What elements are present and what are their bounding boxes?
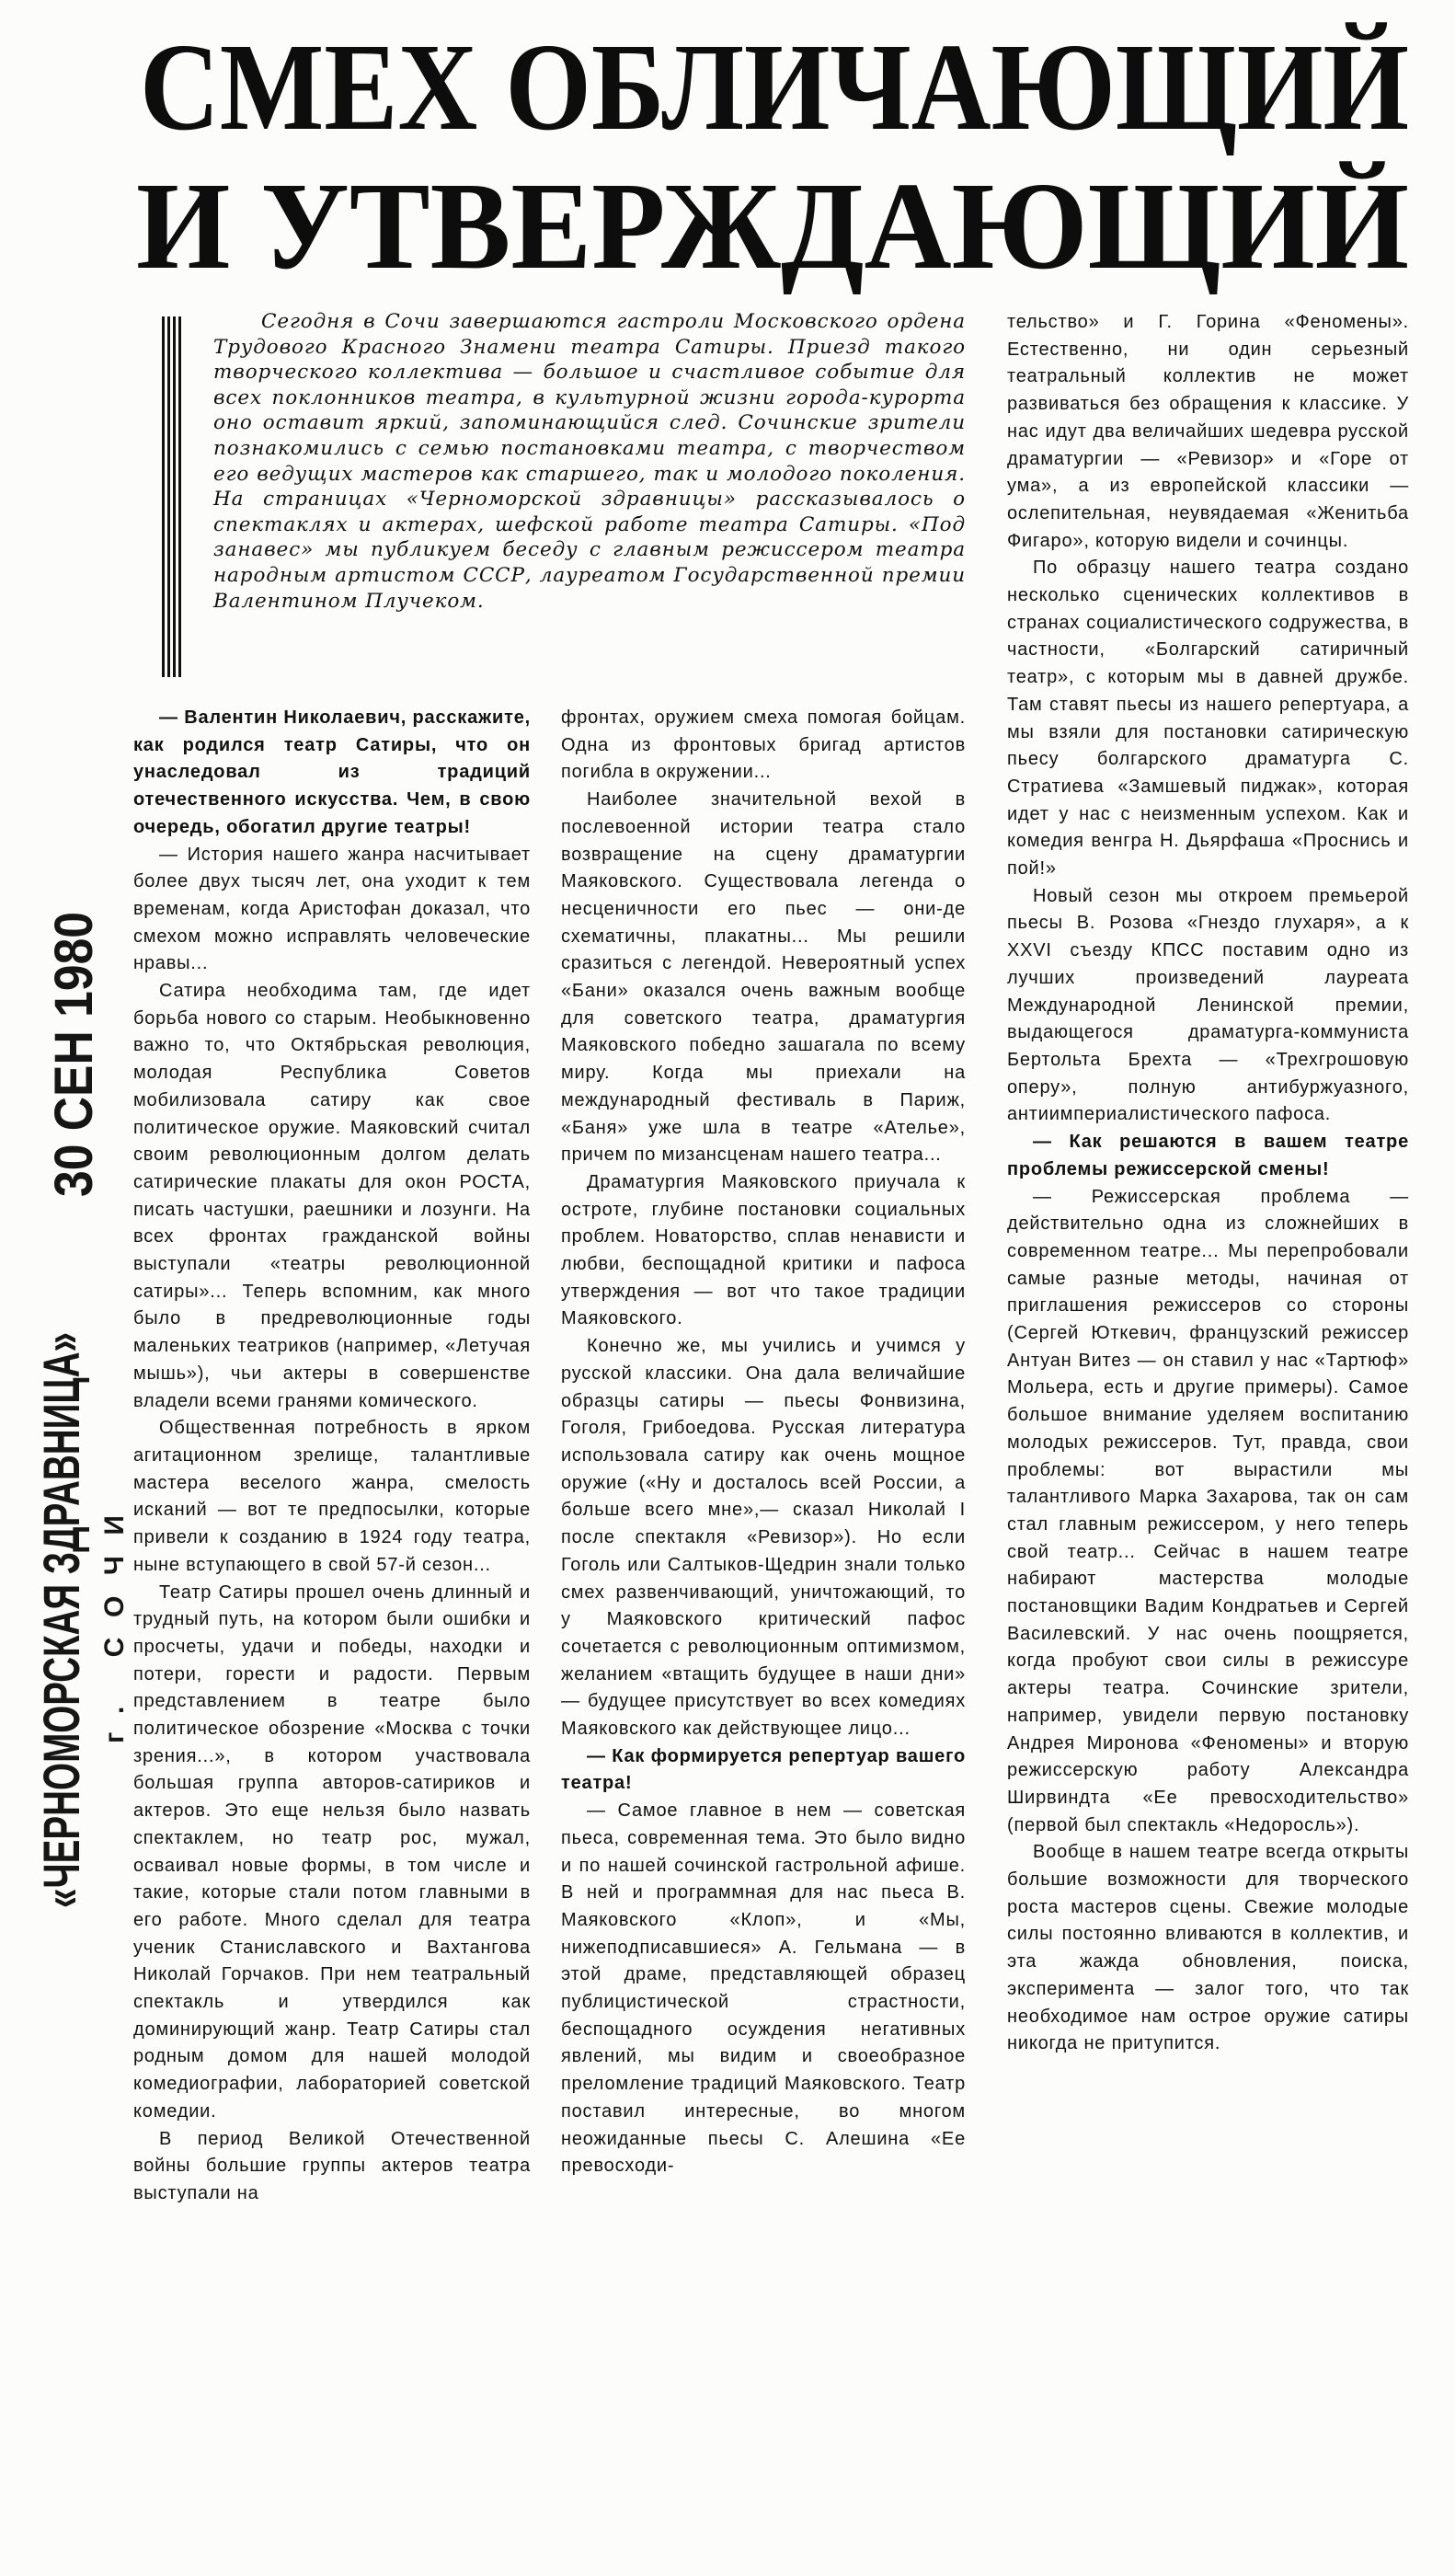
paragraph: Общественная потребность в ярком агитационном зрелище, талантливые мастера веселого жанра, смелость исканий — вот те предпосылки, которые привели к созданию в 1924 году театра, ныне вступающего в свой 57-й сезон...	[133, 1418, 531, 1575]
paragraph-continued: тельство» и Г. Горина «Феномены». Естественно, ни один серьезный театральный коллектив не может развиваться без обращения к классике. У нас идут два величайших шедевра русской драматургии — «Ревизор» и «Горе от ума», а из европейской классики — ослепительная, неувядаемая «Женитьба Фигаро», которую видели и сочинцы.	[1007, 312, 1409, 551]
column-1	[133, 705, 531, 2208]
paragraph: Драматургия Маяковского приучала к остроте, глубине постановки социальных проблем. Новаторство, сплав ненависти и любви, беспощадной критики и пафоса утверждения — вот что такое традиции Маяковского.	[561, 1171, 966, 1329]
interview-question: — Как решаются в вашем театре проблемы режиссерской смены!	[1007, 1132, 1409, 1179]
column-2	[561, 705, 966, 2180]
headline-line-1-text: СМЕХ ОБЛИЧАЮЩИЙ	[140, 18, 1409, 156]
headline-line-1-svg	[129, 9, 1416, 156]
lead-paragraph: Сегодня в Сочи завершаются гастроли Московского ордена Трудового Красного Знамени театра Сатиры. Приезд такого творческого коллектива — большое и счастливое событие для всех поклонников театра, в культурной жизни города-курорта оно оставит яркий, запоминающийся след. Сочинские зрители познакомились с семью постановками театра, с творчеством его ведущих мастеров как старшего, так и молодого поколения. На страницах «Черноморской здравницы» рассказывалось о спектаклях и актерах, шефской работе театра Сатиры. «Под занавес» мы публикуем беседу с главным режиссером театра народным артистом СССР, лауреатом Государственной премии Валентином Плучеком.	[213, 310, 966, 613]
lead-decorative-rule	[162, 316, 184, 677]
paragraph: Конечно же, мы учились и учимся у русской классики. Она дала величайшие образцы сатиры — пьесы Фонвизина, Гоголя, Грибоедова. Русская литература использовала сатиру как очень мощное оружие («Ну и досталось всей России, а больше всего мне»,— сказал Николай I после спектакля «Ревизор»). Но если Гоголь или Салтыков-Щедрин знали только смех развенчивающий, уничтожающий, то у Маяковского критический пафос сочетается с революционным оптимизмом, желанием «втащить будущее в наши дни» — будущее присутствует во всех комедиях Маяковского как действующее лицо...	[561, 1336, 966, 1740]
paragraph: — Самое главное в нем — советская пьеса, современная тема. Это было видно и по нашей сочинской гастрольной афише. В ней и программная для нас пьеса В. Маяковского «Клоп», и «Мы, нижеподписавшиеся» А. Гельмана — в этой драме, представляющей образец публицистической страстности, беспощадного осуждения негативных явлений, мы видим и своеобразное преломление традиций Маяковского. Театр поставил интересные, во многом неожиданные пьесы С. Алешина «Ее превосходи-	[561, 1800, 966, 2177]
headline-line-2-text: И УТВЕРЖДАЮЩИЙ	[136, 157, 1409, 295]
paragraph: — История нашего жанра насчитывает более двух тысяч лет, она уходит к тем временам, когда Аристофан доказал, что смехом можно исправлять человеческие нравы...	[133, 844, 531, 974]
paragraph: Сатира необходима там, где идет борьба нового со старым. Необыкновенно важно то, что Октябрьская революция, молодая Республика Советов мобилизовала сатиру как свое политическое оружие. Маяковский считал своим революционным долгом делать сатирические плакаты для окон РОСТА, писать частушки, раешники и лозунги. На всех фронтах гражданской войны выступали «театры революционной сатиры»... Теперь вспомним, как много было в предреволюционные годы маленьких театриков (например, «Летучая мышь»), чьи актеры в совершенстве владели всеми гранями комического.	[133, 981, 531, 1411]
newspaper-name-stamp-text: «ЧЕРНОМОРСКАЯ ЗДРАВНИЦА»	[32, 1073, 90, 1908]
paragraph: — Режиссерская проблема — действительно одна из сложнейших в современном театре... Мы перепробовали самые разные методы, начиная от приглашения режиссеров со стороны (Сергей Юткевич, французский режиссер Антуан Витез — он ставил у нас «Тартюф» Мольера, есть и другие примеры). Самое большое внимание уделяем воспитанию молодых режиссеров. Тут, правда, свои проблемы: вот вырастили мы талантливого Марка Захарова, так он сам стал главным режиссером, у него теперь свой театр... Сейчас в нашем театре набирают мастерства молодые постановщики Вадим Кондратьев и Сергей Василевский. У нас очень поощряется, когда пробуют свои силы в режиссуре актеры театра. Сочинские зрители, например, увидели первую постановку Андрея Миронова «Феномены» и вторую режиссерскую работу Александра Ширвиндта «Ее превосходительство» (первой был спектакль «Недоросль»).	[1007, 1186, 1409, 1835]
interview-question: — Как формируется репертуар вашего театра!	[561, 1745, 966, 1794]
column-3	[1007, 309, 1409, 2058]
interview-question: — Валентин Николаевич, расскажите, как родился театр Сатиры, что он унаследовал из традиций отечественного искусства. Чем, в свою очередь, обогатил другие театры!	[133, 707, 531, 837]
paragraph: Новый сезон мы откроем премьерой пьесы В. Розова «Гнездо глухаря», а к XXVI съезду КПСС поставим одно из лучших произведений лауреата Международной Ленинской премии, выдающегося драматурга-коммуниста Бертольта Брехта — «Трехгрошовую оперу», полную антибуржуазного, антиимпериалистического пафоса.	[1007, 885, 1409, 1125]
paragraph: По образцу нашего театра создано несколько сценических коллективов в странах социалистического содружества, в частности, «Болгарский сатиричный театр», с которым мы в давней дружбе. Там ставят пьесы из нашего репертуара, а мы взяли для постановки сатирическую пьесу болгарского драматурга С. Стратиева «Замшевый пиджак», которая идет у нас с неизменным успехом. Как и комедия венгра Н. Дьярфаша «Проснись и пой!»	[1007, 558, 1409, 880]
date-stamp-text: 30 СЕН 1980	[44, 876, 104, 1197]
paragraph: Наиболее значительной вехой в послевоенной истории театра стало возвращение на сцену драматургии Маяковского. Существовала легенда о несценичности его пьес — они-де схематичны, плакатны... Мы решили сразиться с легендой. Невероятный успех «Бани» оказался очень важным вообще для советского театра, драматургия Маяковского победно зашагала по всему миру. Когда мы приехали на международный фестиваль в Париж, «Баня» уже шла в театре «Ателье», причем по мизансценам нашего театра...	[561, 789, 966, 1166]
city-stamp-text: г. СОЧИ	[99, 1515, 130, 1743]
city-stamp	[92, 1509, 132, 1748]
headline-line-1	[129, 9, 1416, 156]
newspaper-name-stamp	[17, 1073, 90, 1914]
headline-line-2	[129, 156, 1416, 304]
paragraph: Театр Сатиры прошел очень длинный и трудный путь, на котором были ошибки и просчеты, удачи и победы, находки и потери, горести и радости. Первым представлением в театре было политическое обозрение «Москва с точки зрения...», в котором участвовала большая группа авторов-сатириков и актеров. Это еще нельзя было назвать спектаклем, но театр рос, мужал, осваивал новые формы, в том числе и такие, которые стали потом главными в его работе. Много сделал для театра ученик Станиславского и Вахтангова Николай Горчаков. При нем театральный спектакль и утвердился как доминирующий жанр. Театр Сатиры стал родным домом для нашей молодой комедиографии, лабораторией советской комедии.	[133, 1581, 531, 2122]
paragraph: В период Великой Отечественной войны большие группы актеров театра выступали на	[133, 2128, 531, 2203]
paragraph: Вообще в нашем театре всегда открыты большие возможности для творческого роста мастеров сцены. Свежие молодые силы постоянно вливаются в коллектив, и эта жажда обновления, поиска, эксперимента — залог того, что так необходимое нам острое оружие сатиры никогда не притупится.	[1007, 1842, 1409, 2054]
paragraph-continued: фронтах, оружием смеха помогая бойцам. Одна из фронтовых бригад артистов погибла в окружении...	[561, 707, 966, 783]
headline-line-2-svg	[129, 156, 1416, 304]
date-stamp	[35, 876, 109, 1201]
